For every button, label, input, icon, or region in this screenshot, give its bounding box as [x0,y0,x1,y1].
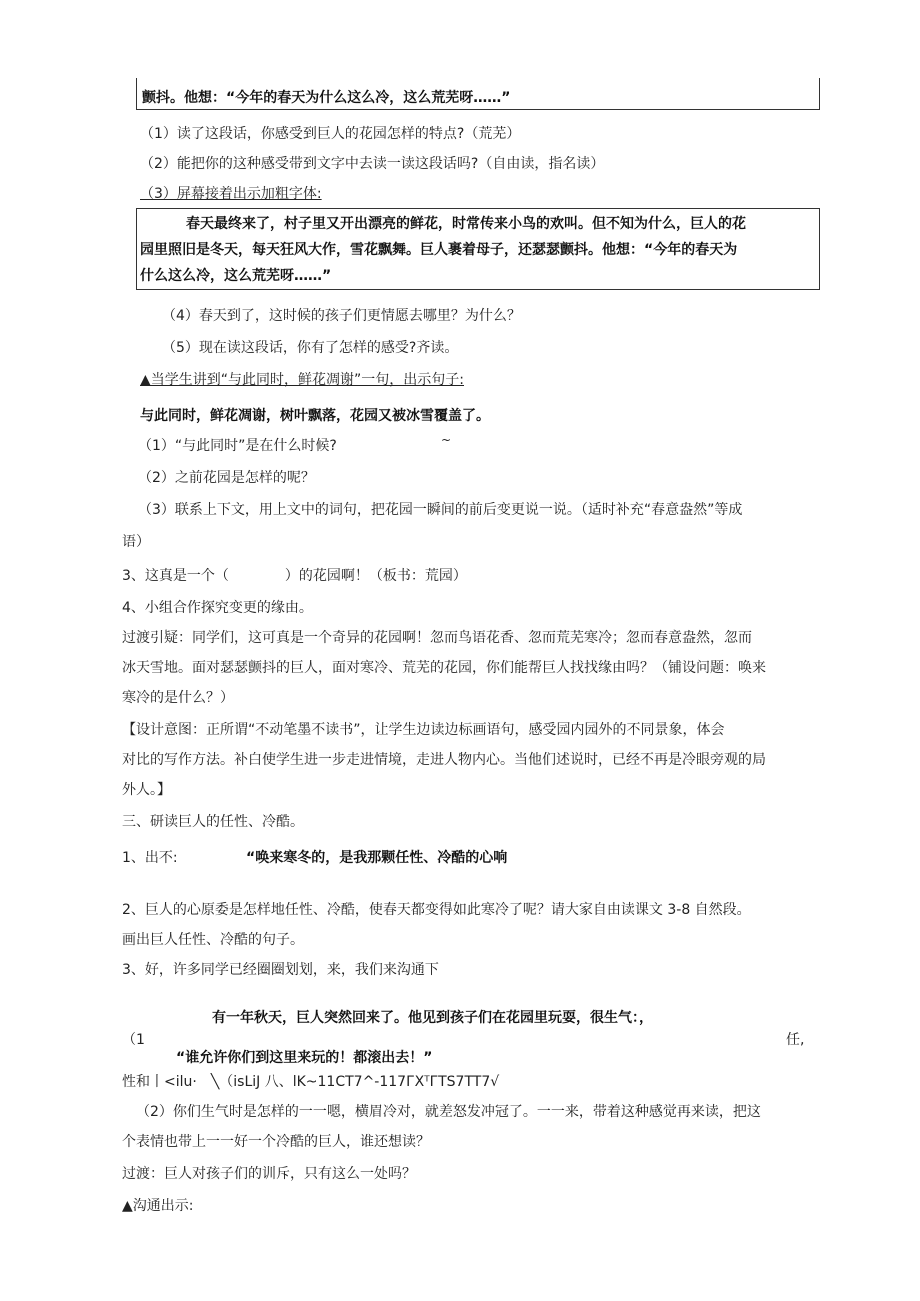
section-3-item-3: 3、好，许多同学已经圈圈划划，来，我们来沟通下 [122,962,439,978]
question-2: （2）能把你的这种感受带到文字中去读一读这段话吗?（自由读，指名读） [140,156,605,172]
margin-char: 任, [786,1032,805,1048]
key-sentence: 与此同时，鲜花凋谢，树叶飘落，花园又被冰雪覆盖了。 [140,408,490,424]
show-sentence-instruction: ▲当学生讲到“与此同时，鲜花凋谢”一句，出示句子: [140,372,464,388]
question-5: （5）现在读这段话，你有了怎样的感受?齐读。 [162,340,459,356]
spring-quote-line-1: 春天最终来了，村子里又开出漂亮的鲜花，时常传来小鸟的欢叫。但不知为什么，巨人的花 [186,216,746,232]
design-intent-line-3: 外人。】 [122,782,171,798]
section-3-q2-line-1: （2）你们生气时是怎样的一一嗯，横眉冷对，就差怒发冲冠了。一一来，带着这种感觉再来读，把这 [136,1104,761,1120]
section-3-item-2-line-2: 画出巨人任性、冷酷的句子。 [122,932,304,948]
design-intent-line-2: 对比的写作方法。补白使学生进一步走进情境，走进人物内心。当他们述说时，已经不再是冷眼旁观的局 [122,752,766,768]
sub-question-1: （1）“与此同时”是在什么时候? [138,438,337,454]
question-1: （1）读了这段话，你感受到巨人的花园怎样的特点?（荒芜） [140,126,521,142]
design-intent-line-1: 【设计意图：正所谓“不动笔墨不读书”，让学生边读边标画语句，感受园内园外的不同景象，体会 [122,722,725,738]
giant-shout-quote: “谁允许你们到这里来玩的！都滚出去！” [176,1050,433,1066]
communicate-show: ▲沟通出示: [122,1198,194,1214]
garbled-ocr-line: 性和丨<ilu· ╲（isLiJ 八、lK~11CT7^-117ГXᵀГTS7TT7√ [122,1074,500,1090]
section-3-item-1-quote: “唤来寒冬的，是我那颗任性、冷酷的心响 [246,850,508,866]
question-4: （4）春天到了，这时候的孩子们更情愿去哪里？为什么？ [162,308,521,324]
autumn-quote: 有一年秋天，巨人突然回来了。他见到孩子们在花园里玩耍，很生气：， [212,1010,653,1026]
section-3-item-1-label: 1、出不: [122,850,178,866]
item-4: 4、小组合作探究变更的缘由。 [122,600,313,616]
top-quote-text: 颤抖。他想：“今年的春天为什么这么冷，这么荒芜呀……” [142,90,511,106]
sub-question-2: （2）之前花园是怎样的呢？ [138,470,315,486]
sub-question-3-line-2: 语） [122,534,150,550]
question-3: （3）屏幕接着出示加粗字体: [140,186,322,202]
transition-line-2: 冰天雪地。面对瑟瑟颤抖的巨人，面对寒冷、荒芜的花园，你们能帮巨人找找缘由吗？（铺设问题：唤来 [122,660,766,676]
spring-quote-line-2: 园里照旧是冬天，每天狂风大作，雪花飘舞。巨人裹着母子，还瑟瑟颤抖。他想：“今年的春天为 [140,242,738,258]
section-3-q2-line-2: 个表情也带上一一好一个冷酷的巨人，谁还想读？ [122,1134,430,1150]
transition-line-3: 寒冷的是什么？） [122,690,234,706]
item-3: 3、这真是一个（ ）的花园啊！（板书：荒园） [122,568,467,584]
transition-line-1: 过渡引疑：同学们，这可真是一个奇异的花园啊！忽而鸟语花香、忽而荒芜寒冷；忽而春意盎然，忽而 [122,630,752,646]
stray-mark: ~ [441,433,452,447]
section-3-transition: 过渡：巨人对孩子们的训斥，只有这么一处吗？ [122,1166,416,1182]
section-3-item-2-line-1: 2、巨人的心原委是怎样地任性、冷酷，使春天都变得如此寒冷了呢？请大家自由读课文 3-8 自然段。 [122,902,751,918]
spring-quote-line-3: 什么这么冷，这么荒芜呀……” [140,268,332,284]
section-3-heading: 三、研读巨人的任性、冷酷。 [122,814,304,830]
sub-question-3-line-1: （3）联系上下文，用上文中的词句，把花园一瞬间的前后变更说一说。（适时补充“春意盎然”等成 [138,502,743,518]
paren-number: （1 [122,1032,145,1048]
